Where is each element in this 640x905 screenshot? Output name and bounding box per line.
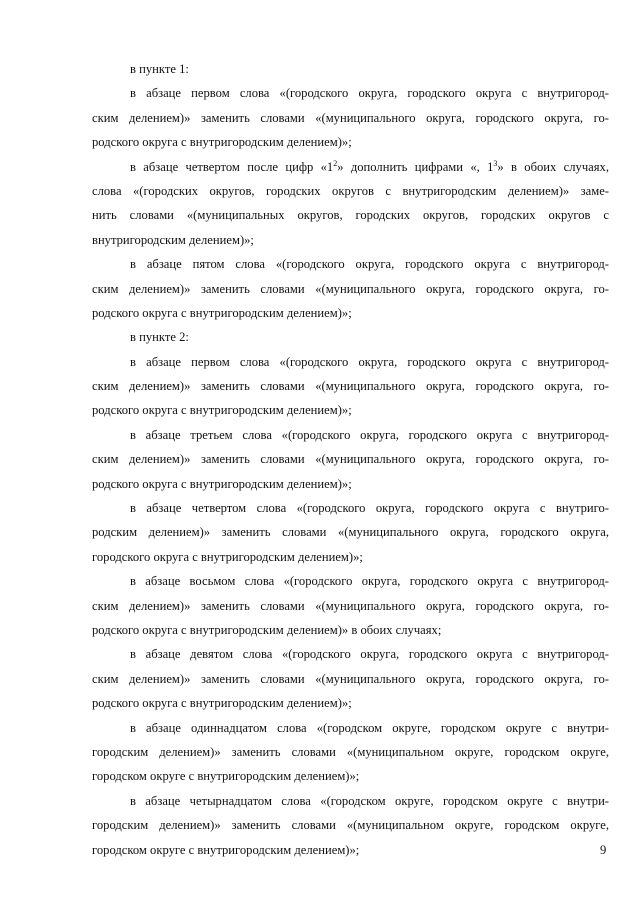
text-line: ским делением)» заменить словами «(муниципального округа, городского округа, го- xyxy=(92,671,609,686)
text-line: в абзаце девятом слова «(городского округа, городского округа с внутригород- xyxy=(130,647,609,662)
text-fragment: » дополнить цифрами «, 1 xyxy=(337,159,494,174)
text-line: родским делением)» заменить словами «(муниципального округа, городского округа, xyxy=(92,525,609,540)
text-line: в абзаце одиннадцатом слова «(городском округе, городском округе с внутри- xyxy=(130,720,609,735)
document-body xyxy=(92,57,609,862)
text-fragment: » в обоих случаях, xyxy=(497,159,609,174)
text-line: городском округе с внутригородским делением)»; xyxy=(92,769,360,784)
text-line: ским делением)» заменить словами «(муниципального округа, городского округа, го- xyxy=(92,281,609,296)
text-line xyxy=(92,155,609,179)
text-line: слова «(городских округов, городских округов с внутригородским делением)» заме- xyxy=(92,183,609,198)
text-line: ским делением)» заменить словами «(муниципального округа, городского округа, го- xyxy=(92,379,609,394)
text-line: родского округа с внутригородским делением)»; xyxy=(92,403,352,418)
text-line: городском округе с внутригородским делением)»; xyxy=(92,842,360,857)
superscript: 3 xyxy=(493,158,498,168)
text-line: ским делением)» заменить словами «(муниципального округа, городского округа, го- xyxy=(92,452,609,467)
text-line: ским делением)» заменить словами «(муниципального округа, городского округа, го- xyxy=(92,598,609,613)
text-line: родского округа с внутригородским делением)»; xyxy=(92,135,352,150)
text-line: в абзаце восьмом слова «(городского округа, городского округа с внутригород- xyxy=(130,574,609,589)
text-fragment: в абзаце четвертом после цифр «1 xyxy=(130,159,334,174)
text-line: в абзаце первом слова «(городского округа, городского округа с внутригород- xyxy=(130,86,609,101)
page-number: 9 xyxy=(600,843,607,857)
text-line: в абзаце первом слова «(городского округа, городского округа с внутригород- xyxy=(130,354,609,369)
text-line: родского округа с внутригородским делением)» в обоих случаях; xyxy=(92,622,442,637)
text-line: в абзаце четвертом слова «(городского округа, городского округа с внутриго- xyxy=(130,501,609,516)
text-line: городским делением)» заменить словами «(муниципальном округе, городском округе, xyxy=(92,744,609,759)
text-line: внутригородским делением)»; xyxy=(92,232,254,247)
text-line: родского округа с внутригородским делением)»; xyxy=(92,476,352,491)
text-line: ским делением)» заменить словами «(муниципального округа, городского округа, го- xyxy=(92,110,609,125)
text-line: родского округа с внутригородским делением)»; xyxy=(92,305,352,320)
text-line: в абзаце четырнадцатом слова «(городском округе, городском округе с внутри- xyxy=(130,793,609,808)
superscript: 2 xyxy=(333,158,338,168)
text-line: нить словами «(муниципальных округов, городских округов, городских округов с xyxy=(92,208,609,223)
text-line: в абзаце пятом слова «(городского округа, городского округа с внутригород- xyxy=(130,257,609,272)
text-line: в абзаце третьем слова «(городского округа, городского округа с внутригород- xyxy=(130,427,609,442)
text-line: городским делением)» заменить словами «(муниципальном округе, городском округе, xyxy=(92,818,609,833)
text-line: родского округа с внутригородским делением)»; xyxy=(92,696,352,711)
text-line: городского округа с внутригородским делением)»; xyxy=(92,549,363,564)
text-line: в пункте 1: xyxy=(130,62,189,76)
text-line: в пункте 2: xyxy=(130,330,189,345)
